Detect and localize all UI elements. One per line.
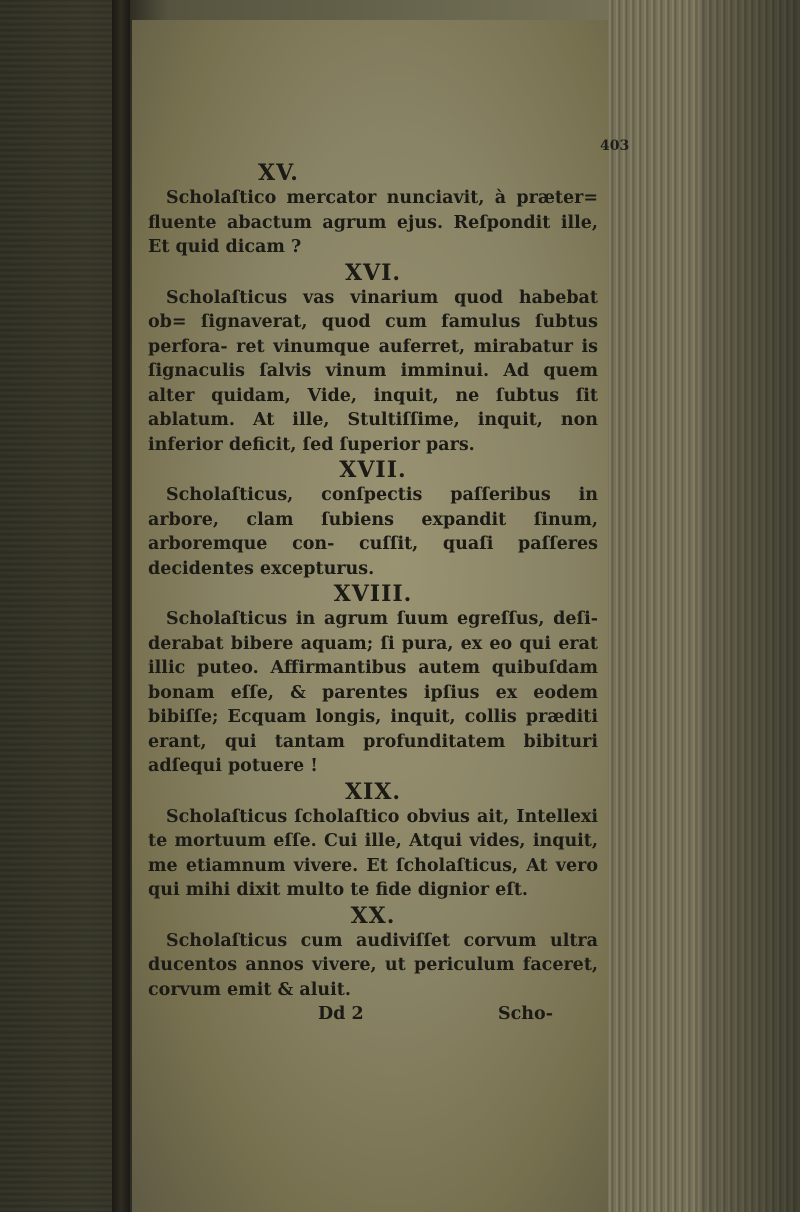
section-text: Scholaſtico mercator nunciavit, à præter= fluente abactum agrum ejus. Reſpondit ille, Et quid dicam ? (148, 188, 598, 257)
section-heading: XVIII. (333, 581, 413, 607)
section-xx (148, 903, 598, 1003)
signature-mark: Dd 2 (318, 1004, 364, 1024)
section-text: Scholaſticus vas vinarium quod habebat ob= ſignaverat, quod cum famulus ſubtus perfora- ret vinumque auferret, mirabatur is ſignaculis ſalvis vinum imminui. Ad quem alter quidam, Vide, inquit, ne ſubtus ſit ablatum. At ille, Stultiſſime, inquit, non inferior deficit, ſed ſuperior pars. (148, 287, 598, 455)
section-xvi (148, 260, 598, 458)
section-xvii (148, 457, 598, 581)
section-heading: XVII. (339, 457, 407, 483)
section-heading: XX. (350, 902, 396, 929)
page-stack-shadow (700, 0, 800, 1212)
catchword: Scho- (498, 1004, 553, 1024)
section-text: Scholaſticus ſcholaſtico obvius ait, Intellexi te mortuum eſſe. Cui ille, Atqui vides, inquit, me etiamnum vivere. Et ſcholaſticus, At vero qui mihi dixit multo te fide dignior eſt. (148, 806, 598, 900)
page-number: 403 (600, 138, 630, 154)
book-spine (112, 0, 130, 1212)
section-heading: XV. (258, 160, 299, 186)
section-heading: XVI. (344, 259, 402, 286)
page-footer (148, 1002, 598, 1028)
page-text (148, 160, 598, 1028)
section-xviii (148, 581, 598, 779)
section-text: Scholaſticus cum audiviſſet corvum ultra ducentos annos vivere, ut periculum faceret, corvum emit & aluit. (148, 930, 598, 1000)
section-xix (148, 779, 598, 903)
section-heading: XIX. (344, 778, 402, 805)
section-text: Scholaſticus, conſpectis paſſeribus in arbore, clam ſubiens expandit ſinum, arboremque con- cuſſit, quaſi paſſeres decidentes excepturus. (148, 485, 598, 579)
section-xv (148, 160, 598, 260)
section-text: Scholaſticus in agrum ſuum egreſſus, deſi- derabat bibere aquam; ſi pura, ex eo qui erat illic puteo. Affirmantibus autem quibuſdam bonam eſſe, & parentes ipſius ex eodem bibiſſe; Ecquam longis, inquit, collis præditi erant, qui tantam profunditatem bibituri adſequi potuere ! (148, 609, 598, 776)
previous-page-edge (0, 0, 112, 1212)
